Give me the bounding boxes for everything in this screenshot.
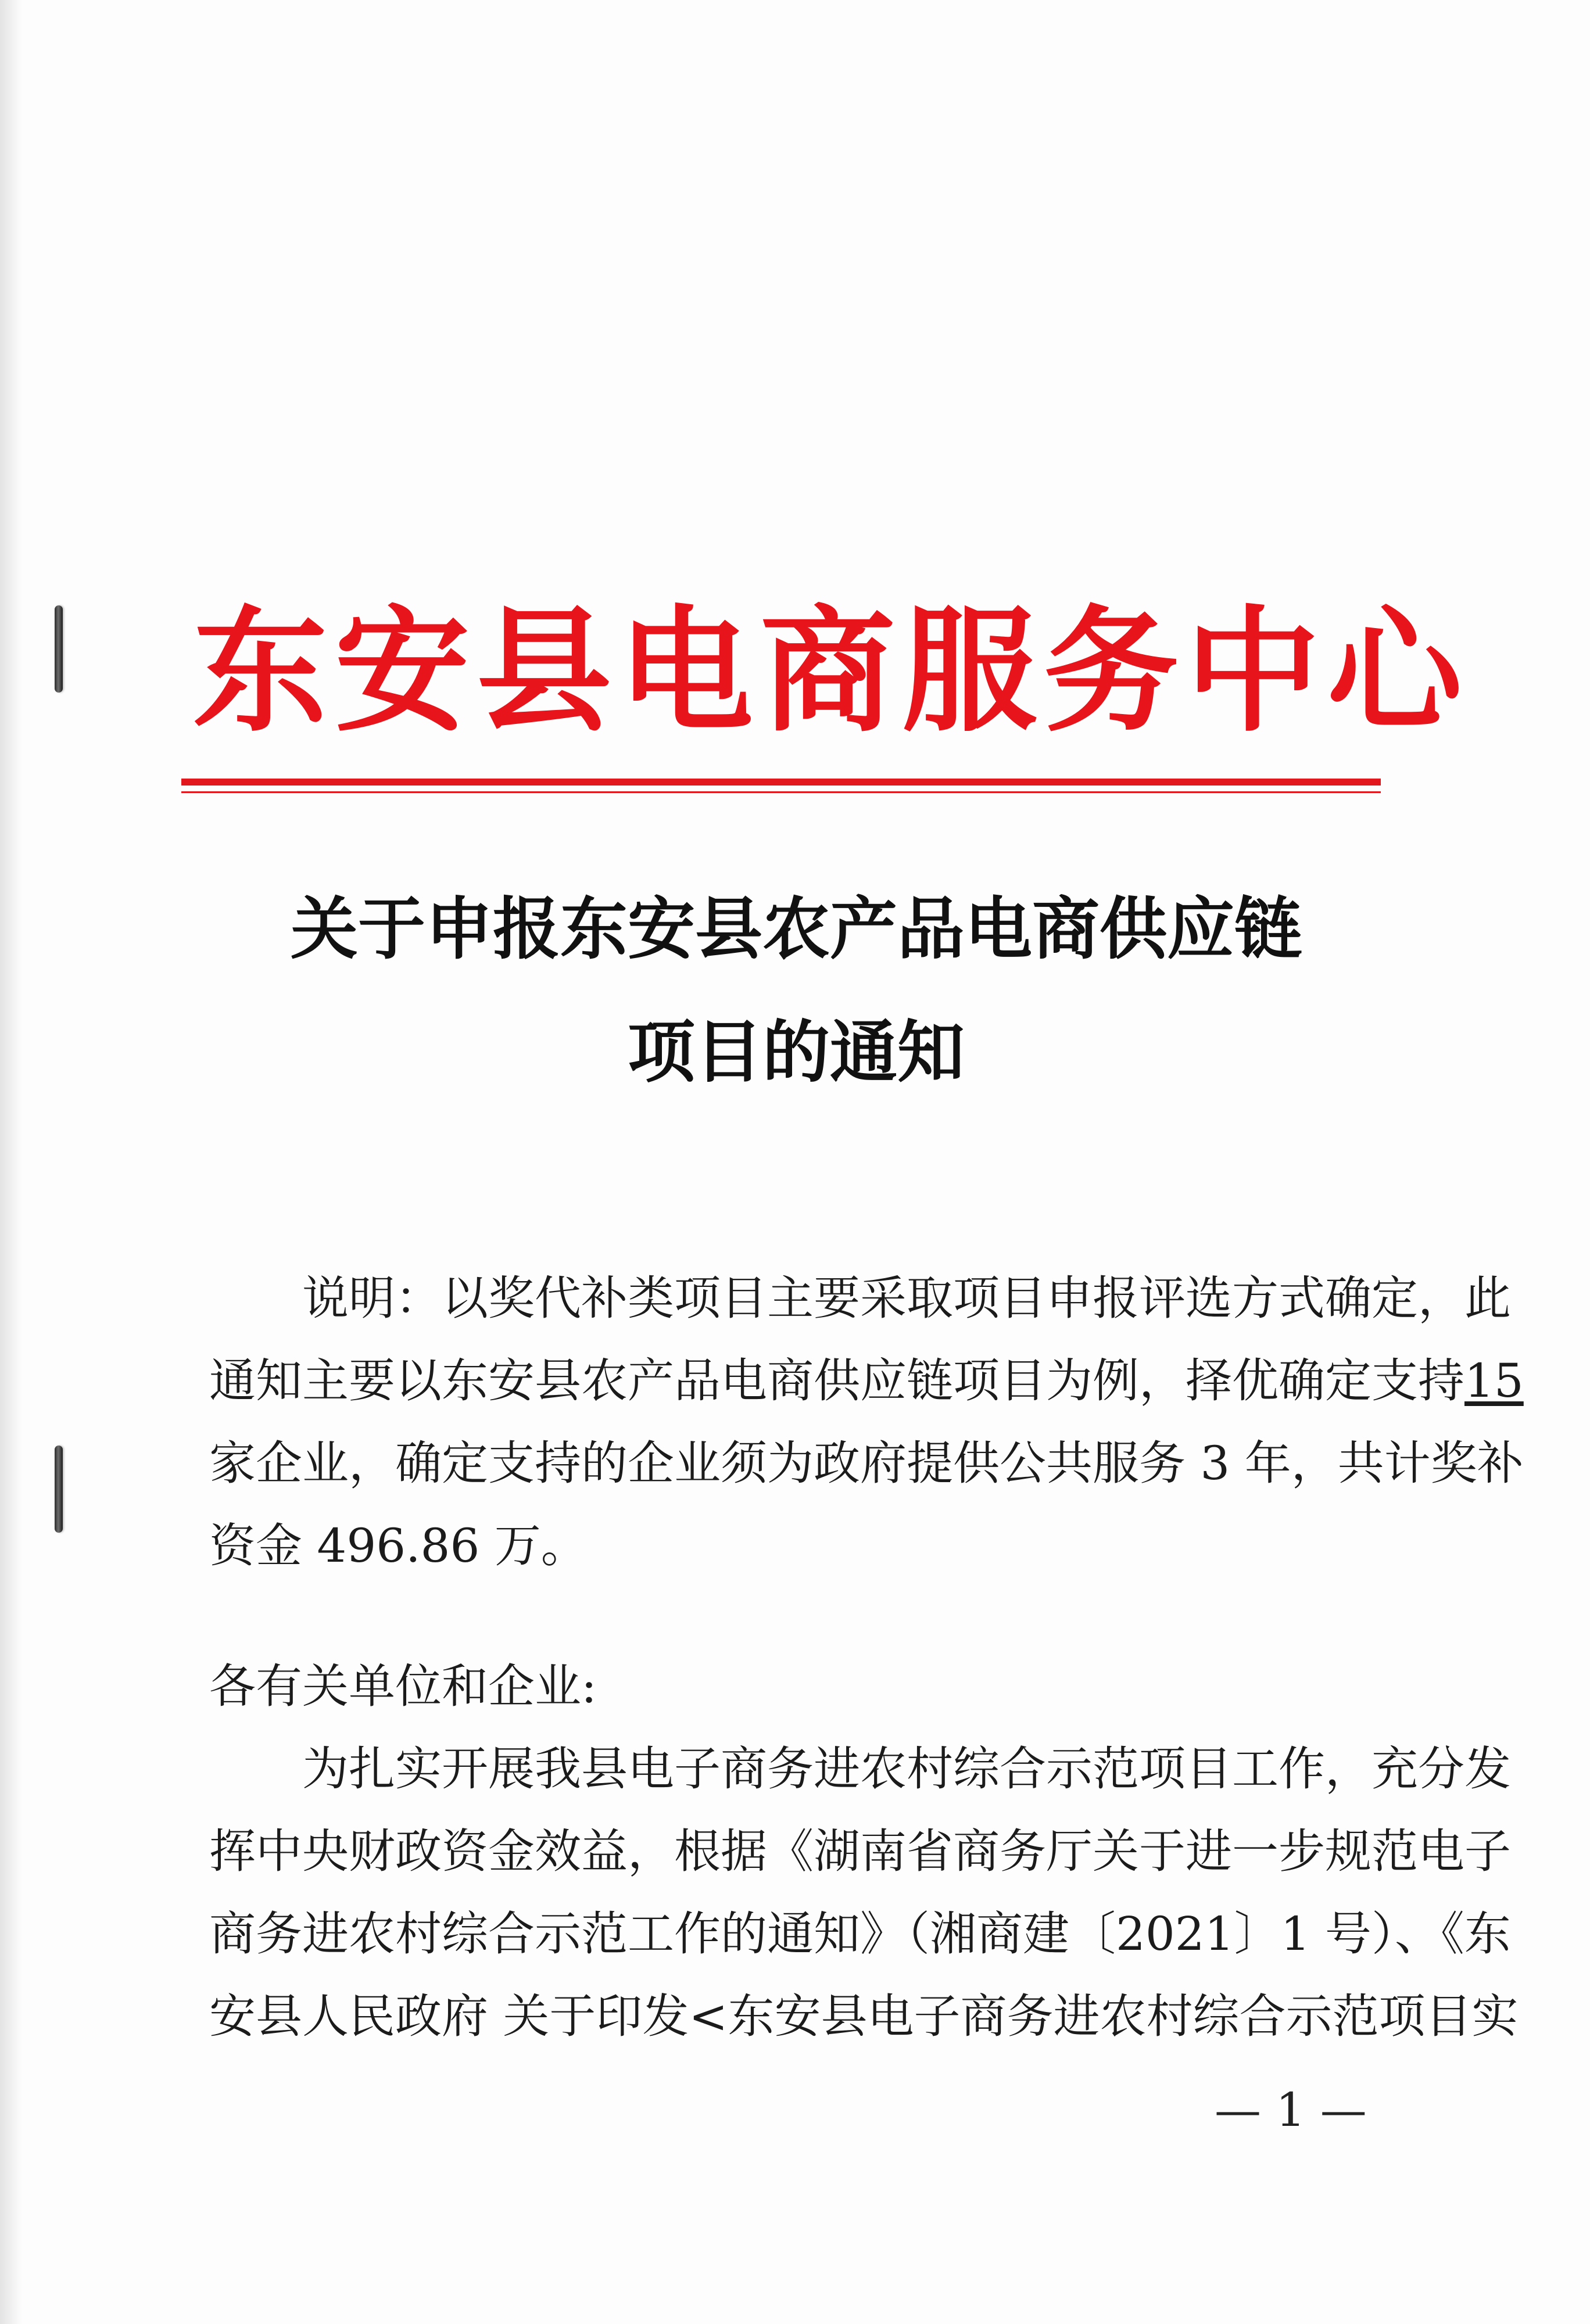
explanation-enterprise-count: 15 <box>1464 1354 1524 1408</box>
explanation-line2-text: 通知主要以东安县农产品电商供应链项目为例，择优确定支持 <box>209 1354 1464 1408</box>
explanation-line3: 家企业，确定支持的企业须为政府提供公共服务 3 年，共计奖补 <box>209 1436 1524 1490</box>
page-edge-shadow <box>0 0 22 2324</box>
binding-staple-top <box>55 605 63 693</box>
explanation-line2 <box>209 1349 1524 1413</box>
masthead-red-rule <box>181 779 1381 786</box>
body-paragraph-line1: 为扎实开展我县电子商务进农村综合示范项目工作，充分发 <box>302 1742 1511 1796</box>
masthead-red-rule-thin <box>181 791 1381 793</box>
explanation-line4: 资金 496.86 万。 <box>209 1519 588 1573</box>
body-paragraph-line4: 安县人民政府 关于印发<东安县电子商务进农村综合示范项目实 <box>209 1989 1519 2043</box>
binding-staple-bottom <box>55 1446 63 1533</box>
explanation-line1: 说明：以奖代补类项目主要采取项目申报评选方式确定，此 <box>302 1271 1511 1325</box>
page-number: — 1 — <box>1215 2083 1367 2137</box>
body-paragraph-line2: 挥中央财政资金效益，根据《湖南省商务厅关于进一步规范电子 <box>209 1824 1511 1878</box>
body-paragraph-line3: 商务进农村综合示范工作的通知》（湘商建〔2021〕1 号）、《东 <box>209 1907 1511 1961</box>
masthead-org-name: 东安县电商服务中心 <box>192 591 1469 750</box>
notice-title-line2: 项目的通知 <box>628 1013 965 1092</box>
notice-title-line1: 关于申报东安县农产品电商供应链 <box>291 890 1302 969</box>
salutation: 各有关单位和企业: <box>209 1659 597 1713</box>
